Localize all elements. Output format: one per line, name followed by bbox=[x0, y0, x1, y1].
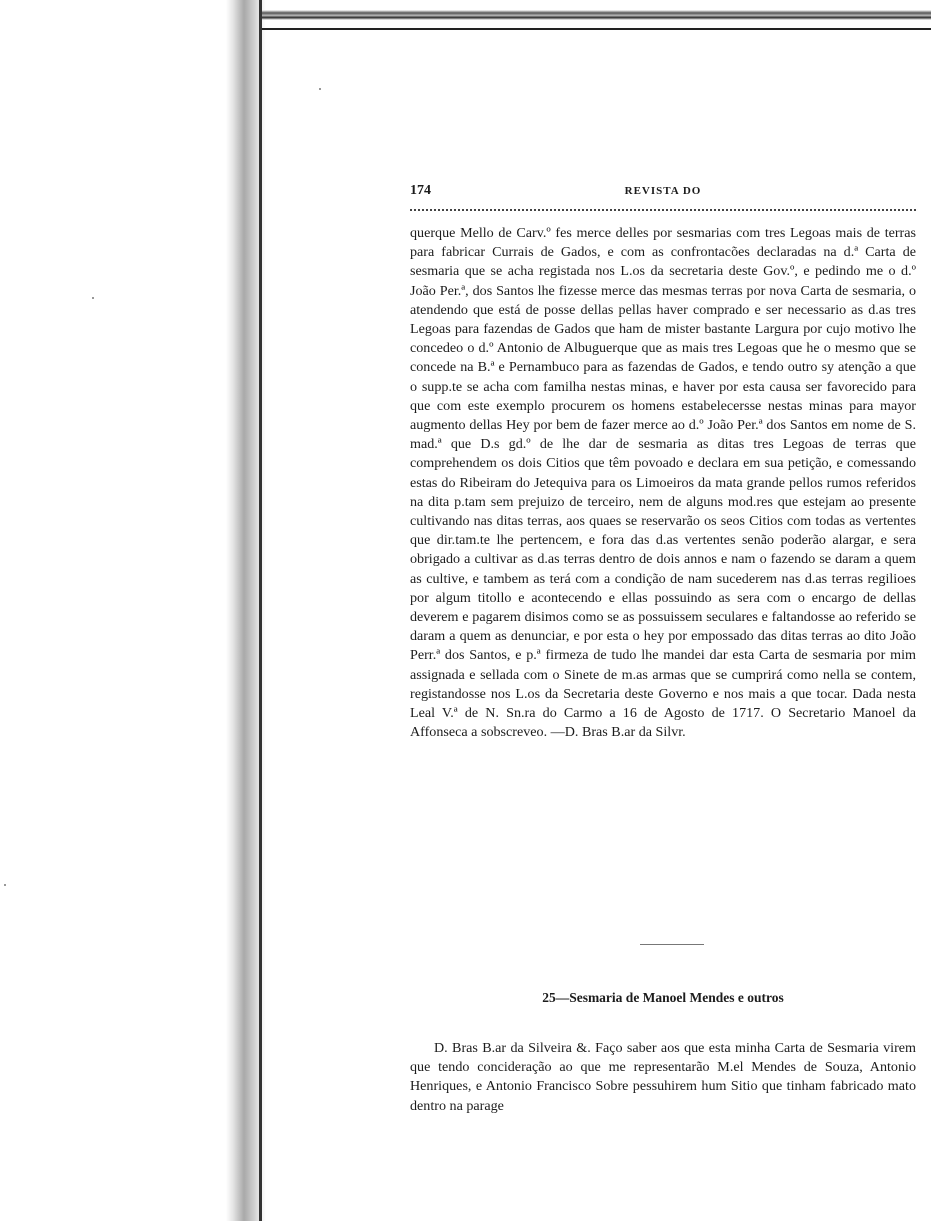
section-separator bbox=[640, 944, 704, 945]
scan-speck bbox=[4, 884, 6, 886]
scan-speck bbox=[319, 88, 321, 90]
page-header bbox=[410, 183, 916, 207]
binding-line bbox=[259, 0, 262, 1221]
header-rule bbox=[410, 209, 916, 211]
running-head: REVISTA DO bbox=[624, 185, 702, 197]
page-number: 174 bbox=[410, 183, 431, 198]
scan-speck bbox=[92, 297, 94, 299]
top-page-edge bbox=[262, 10, 931, 20]
body-paragraph: querque Mello de Carv.º fes merce delles por sesmarias com tres Legoas mais de terras para fabricar Currais de Gados, e com as confrontacões declaradas na d.ª Carta de sesmaria que se acha registada nos L.os da secretaria deste Gov.º, e pedindo me o d.º João Per.ª, dos Santos lhe fizesse merce das mesmas terras por nova Carta de sesmaria, o atendendo que está de posse dellas pellas haver comprado e ser necessario as d.as tres Legoas para fazendas de Gados que ham de mister bastante Largura por cujo motivo lhe concedeo o d.º Antonio de Albuguerque que as mais tres Legoas que he o mesmo que se concede na B.ª e Pernambuco para as fazendas de Gados, e tendo outro sy atenção a que o supp.te se acha com familha nestas minas, e haver por esta causa ser favorecido para que com este exemplo procurem os homens estabelecersse nestas minas para mayor augmento dellas Hey por bem de fazer merce ao d.º João Per.ª dos Santos em nome de S. mad.ª que D.s gd.º de lhe dar de sesmaria as ditas tres Legoas de terras que comprehendem os dois Citios que têm povoado e declara em sua petição, e comessando estas do Ribeiram do Jetequiva para os Limoeiros da mata grande pellos rumos referidos na dita p.tam sem prejuizo de terceiro, nem de alguns mod.res que estejam ao presente cultivando nas ditas terras, aos quaes se reservarão os seos Citios com todas as vertentes que dir.tam.te lhe pertencem, e fora das d.as vertentes senão poderão alargar, e sera obrigado a cultivar as d.as terras dentro de dois annos e nam o fazendo se daram a quem as cultive, e tambem as terá com a condição de nam sucederem nas d.as terras regilioes por algum titollo e acontecendo e ellas possuindo as sera com o encargo de dellas deverem e pagarem disimos como se as possuissem seculares e faltandosse ao referido se daram a quem as denunciar, e por esta o hey por empossado das ditas terras ao dito João Perr.ª dos Santos, e p.ª firmeza de tudo lhe mandei dar esta Carta de sesmaria por mim assignada e sellada com o Sinete de m.as armas que se cumprirá como nella se contem, registandosse nos L.os da Secretaria deste Governo e nos mais a que tocar. Dada nesta Leal V.ª de N. Sn.ra do Carmo a 16 de Agosto de 1717. O Secretario Manoel da Affonseca a sobscreveo. —D. Bras B.ar da Silvr. bbox=[410, 225, 916, 741]
section-paragraph: D. Bras B.ar da Silveira &. Faço saber aos que esta minha Carta de Sesmaria virem que tendo concideração ao que me representarão M.el Mendes de Souza, Antonio Henriques, e Antonio Francisco Sobre pessuhirem hum Sitio que tinham fabricado mato dentro na parage bbox=[410, 1040, 916, 1114]
top-page-edge-line bbox=[262, 28, 931, 30]
section-title: 25—Sesmaria de Manoel Mendes e outros bbox=[542, 990, 784, 1005]
